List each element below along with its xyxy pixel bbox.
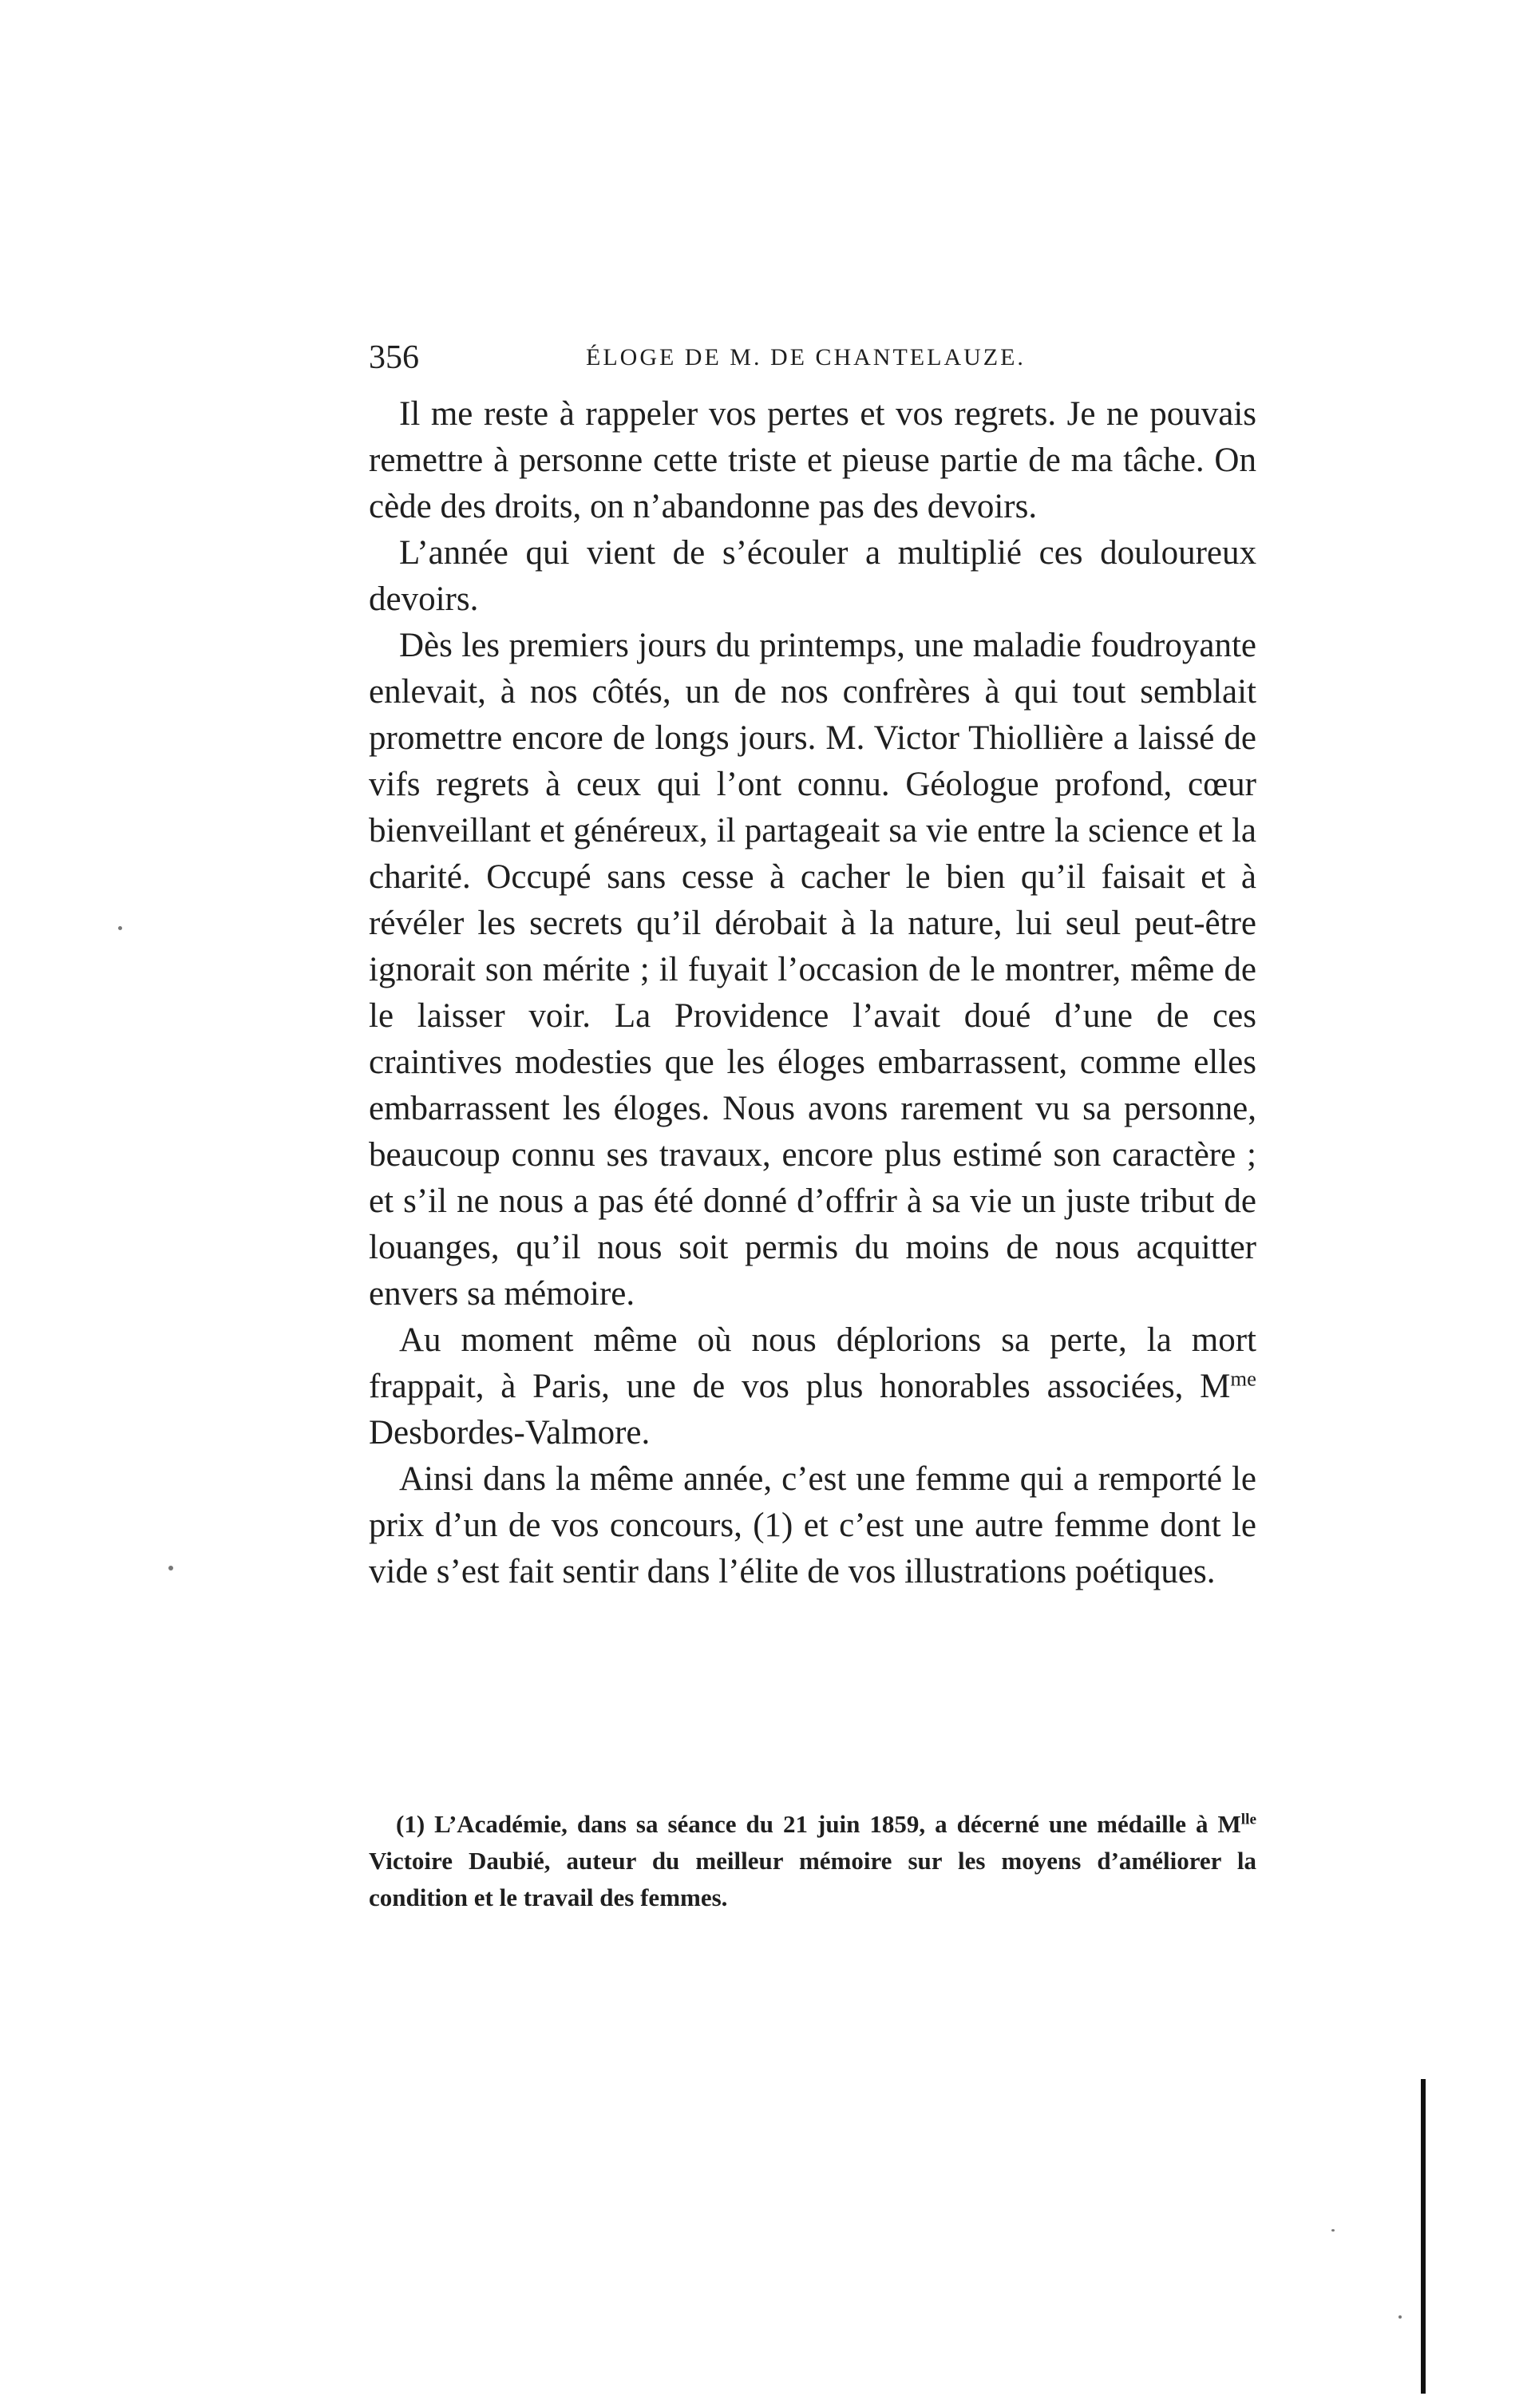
footnote-text: Victoire Daubié, auteur du meilleur mémoire sur les moyens d’améliorer la condition et le travail des femmes. xyxy=(369,1847,1256,1911)
paragraph-text: Desbordes-Valmore. xyxy=(369,1414,651,1452)
running-header xyxy=(369,334,1256,382)
margin-rule xyxy=(1421,2079,1426,2394)
footnote xyxy=(369,1806,1256,1916)
main-text xyxy=(369,391,1256,1595)
paragraph-text: Au moment même où nous déplorions sa perte, la mort frappait, à Paris, une de vos plus honorables associées, M xyxy=(369,1321,1256,1405)
abbreviation-superscript: me xyxy=(1230,1366,1256,1391)
paragraph-year: L’année qui vient de s’écouler a multiplié ces douloureux devoirs. xyxy=(369,534,1256,618)
running-title: ÉLOGE DE M. DE CHANTELAUZE. xyxy=(586,344,1026,370)
page-number: 356 xyxy=(369,339,419,376)
footnote-text: (1) L’Académie, dans sa séance du 21 juin 1859, a décerné une médaille à M xyxy=(396,1810,1241,1838)
paper-speck xyxy=(118,926,122,930)
paper-speck xyxy=(1331,2229,1335,2232)
paragraph-women: Ainsi dans la même année, c’est une femme qui a remporté le prix d’un de vos concours, (1) et c’est une autre femme dont le vide s’est fait sentir dans l’élite de vos illustrations poétiques. xyxy=(369,1460,1256,1590)
paper-speck xyxy=(1398,2315,1402,2319)
paragraph-desbordes-valmore xyxy=(369,1317,1256,1456)
paper-speck xyxy=(168,1566,173,1570)
paragraph-losses: Il me reste à rappeler vos pertes et vos regrets. Je ne pouvais remettre à personne cette triste et pieuse partie de ma tâche. On cède des droits, on n’abandonne pas des devoirs. xyxy=(369,395,1256,525)
paragraph-thiolliere: Dès les premiers jours du printemps, une maladie foudroyante enlevait, à nos côtés, un de nos confrères à qui tout semblait promettre encore de longs jours. M. Victor Thiollière a laissé de vifs regrets à ceux qui l’ont connu. Géologue profond, cœur bienveillant et généreux, il partageait sa vie entre la science et la charité. Occupé sans cesse à cacher le bien qu’il faisait et à révéler les secrets qu’il dérobait à la nature, lui seul peut-être ignorait son mérite ; il fuyait l’occasion de le montrer, même de le laisser voir. La Providence l’avait doué d’une de ces craintives modesties que les éloges embarrassent, comme elles embarrassent les éloges. Nous avons rarement vu sa personne, beaucoup connu ses travaux, encore plus estimé son caractère ; et s’il ne nous a pas été donné d’offrir à sa vie un juste tribut de louanges, qu’il nous soit permis du moins de nous acquitter envers sa mémoire. xyxy=(369,627,1256,1313)
abbreviation-superscript: lle xyxy=(1240,1811,1256,1828)
